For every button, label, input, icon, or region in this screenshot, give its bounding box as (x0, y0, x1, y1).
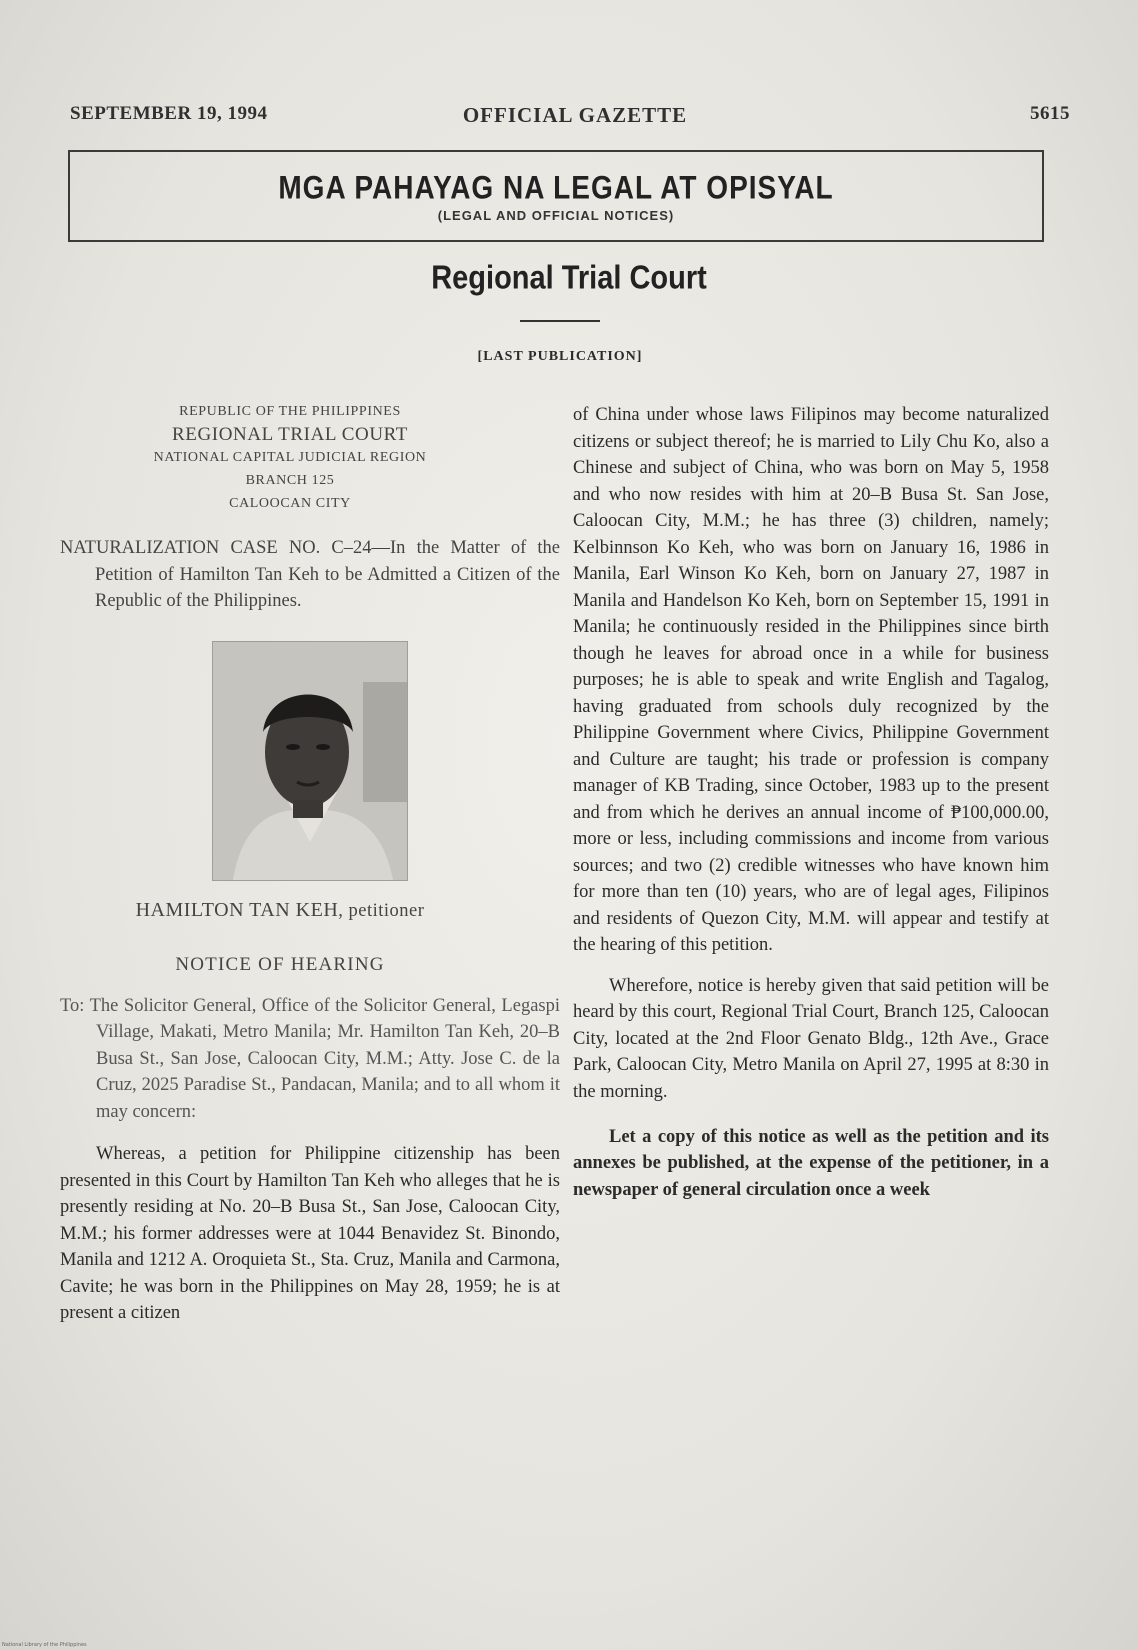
section-title: MGA PAHAYAG NA LEGAL AT OPISYAL (278, 169, 834, 206)
header-publication: OFFICIAL GAZETTE (462, 103, 688, 127)
court-line-branch: BRANCH 125 (245, 473, 335, 488)
addressees-paragraph: To: The Solicitor General, Office of the Solicitor General, Legaspi Village, Makati, Metro Manila; Mr. Hamilton Tan Keh, 20–B Busa St., San Jose, Caloocan City, M.M.; Atty. Jose C. de la Cruz, 2025 Paradise St., Pandacan, Manila; and to all whom it may concern: (60, 995, 560, 1122)
publication-label: [LAST PUBLICATION] (477, 349, 643, 364)
caption-name: HAMILTON TAN KEH (135, 898, 339, 921)
header-page-number: 5615 (1030, 103, 1070, 124)
header-date: SEPTEMBER 19, 1994 (70, 103, 268, 124)
photo-caption (60, 897, 500, 925)
case-number: NATURALIZATION CASE NO. C–24 (60, 538, 372, 558)
heading-divider (520, 320, 600, 322)
right-column (573, 402, 1049, 1222)
court-heading: Regional Trial Court (431, 259, 707, 297)
case-title: —In the Matter of the Petition of Hamilton Tan Keh to be Admitted a Citizen of the Republic of the Philippines. (95, 538, 560, 611)
whereas-paragraph: Whereas, a petition for Philippine citizenship has been presented in this Court by Hamilton Tan Keh who alleges that he is presently residing at No. 20–B Busa St., San Jose, Caloocan City, M.M.; his former addresses were at 1044 Benavidez St. Binondo, Manila and 1212 A. Oroquieta St., Sta. Cruz, Manila and Carmona, Cavite; he was born in the Philippines on May 28, 1959; he is at present a citizen (60, 1144, 560, 1323)
court-line-region: NATIONAL CAPITAL JUDICIAL REGION (153, 450, 427, 465)
petition-details-paragraph: of China under whose laws Filipinos may become naturalized citizens or subject thereof; he is married to Lily Chu Ko, also a Chinese and subject of China, who was born on May 5, 1958 and who now resides with him at 20–B Busa St. San Jose, Caloocan City, M.M.; he has three (3) children, namely; Kelbinnson Ko Keh, who was born on January 16, 1986 in Manila, Earl Winson Ko Keh, born on January 27, 1987 in Manila and Handelson Ko Keh, born on September 15, 1991 in Manila; he continuously resided in the Philippines since birth though he leaves for abroad once in a while for business purposes; he is able to speak and write English and Tagalog, having graduated from schools duly recognized by the Philippine Government where Civics, Philippine Government and Culture are taught; his trade or profession is company manager of KB Trading, since October, 1983 up to the present and from which he derives an annual income of ₱100,000.00, more or less, including commissions and income from various sources; and two (2) credible witnesses who have known him for more than ten (10) years, who are of legal ages, Filipinos and residents of Quezon City, M.M. will appear and testify at the hearing of this petition. (573, 405, 1049, 955)
petitioner-photo (212, 641, 408, 881)
section-title-box (68, 150, 1044, 242)
left-column (60, 400, 560, 1327)
court-line-rtc: REGIONAL TRIAL COURT (171, 424, 409, 445)
court-line-republic: REPUBLIC OF THE PHILIPPINES (179, 404, 401, 419)
court-address-block (80, 400, 500, 515)
petitioner-portrait-image (213, 642, 407, 880)
publication-order-paragraph: Let a copy of this notice as well as the petition and its annexes be published, at the expense of the petitioner, in a newspaper of general circulation once a week (573, 1126, 1049, 1200)
notice-heading: NOTICE OF HEARING (175, 954, 385, 975)
section-subtitle: (LEGAL AND OFFICIAL NOTICES) (437, 208, 675, 223)
court-line-city: CALOOCAN CITY (229, 496, 351, 511)
library-footer: National Library of the Philippines (2, 1642, 87, 1648)
wherefore-paragraph: Wherefore, notice is hereby given that said petition will be heard by this court, Regional Trial Court, Branch 125, Caloocan City, located at the 2nd Floor Genato Bldg., 12th Ave., Grace Park, Caloocan City, Metro Manila on April 27, 1995 at 8:30 in the morning. (573, 975, 1049, 1102)
case-title-paragraph (60, 535, 560, 615)
caption-role: , petitioner (338, 900, 425, 921)
